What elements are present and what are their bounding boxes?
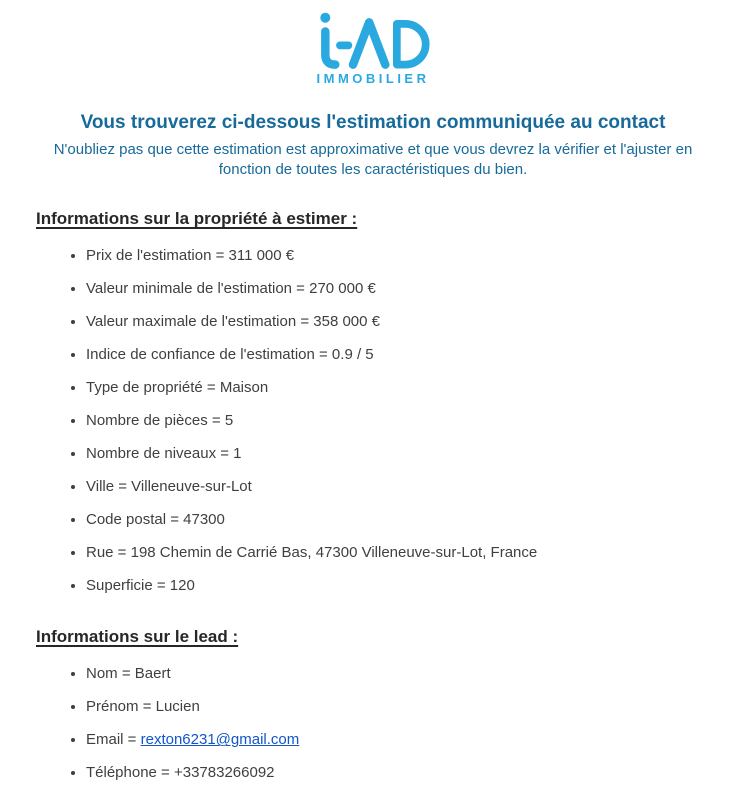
email-link[interactable]: rexton6231@gmail.com <box>140 731 300 749</box>
brand-logo <box>0 0 746 86</box>
lead-info-list <box>36 664 710 782</box>
lead-section-heading: Informations sur le lead : <box>36 627 239 647</box>
list-item-type-propriete: • Type de propriété = Maison <box>86 378 710 397</box>
list-item-nombre-niveaux: • Nombre de niveaux = 1 <box>86 444 710 463</box>
list-item-code-postal: • Code postal = 47300 <box>86 510 710 529</box>
iad-logo-icon <box>315 10 431 70</box>
list-item-rue: • Rue = 198 Chemin de Carrié Bas, 47300 Villeneuve-sur-Lot, France <box>86 543 710 562</box>
brand-wordmark: IMMOBILIER <box>316 71 430 86</box>
page-subtitle: N'oubliez pas que cette estimation est approximative et que vous devrez la vérifier et l'ajuster en fonction de toutes les caractéristiques du bien. <box>53 140 693 178</box>
list-item-ville: • Ville = Villeneuve-sur-Lot <box>86 477 710 496</box>
lead-info-section <box>36 627 710 782</box>
list-item-superficie: • Superficie = 120 <box>86 576 710 595</box>
list-item-valeur-maximale: • Valeur maximale de l'estimation = 358 000 € <box>86 312 710 331</box>
list-item-nombre-pieces: • Nombre de pièces = 5 <box>86 411 710 430</box>
list-item-telephone: • Téléphone = +33783266092 <box>86 763 710 782</box>
list-item-nom: • Nom = Baert <box>86 664 710 683</box>
property-info-list <box>36 246 710 595</box>
list-item-email <box>86 730 710 749</box>
list-item-valeur-minimale: • Valeur minimale de l'estimation = 270 000 € <box>86 279 710 298</box>
property-info-section <box>36 209 710 595</box>
list-item-prix: • Prix de l'estimation = 311 000 € <box>86 246 710 265</box>
list-item-indice-confiance: • Indice de confiance de l'estimation = 0.9 / 5 <box>86 345 710 364</box>
list-item-prenom: • Prénom = Lucien <box>86 697 710 716</box>
email-label: Email = <box>86 731 141 749</box>
page-title: Vous trouverez ci-dessous l'estimation communiquée au contact <box>80 112 666 133</box>
property-section-heading: Informations sur la propriété à estimer : <box>36 209 358 229</box>
